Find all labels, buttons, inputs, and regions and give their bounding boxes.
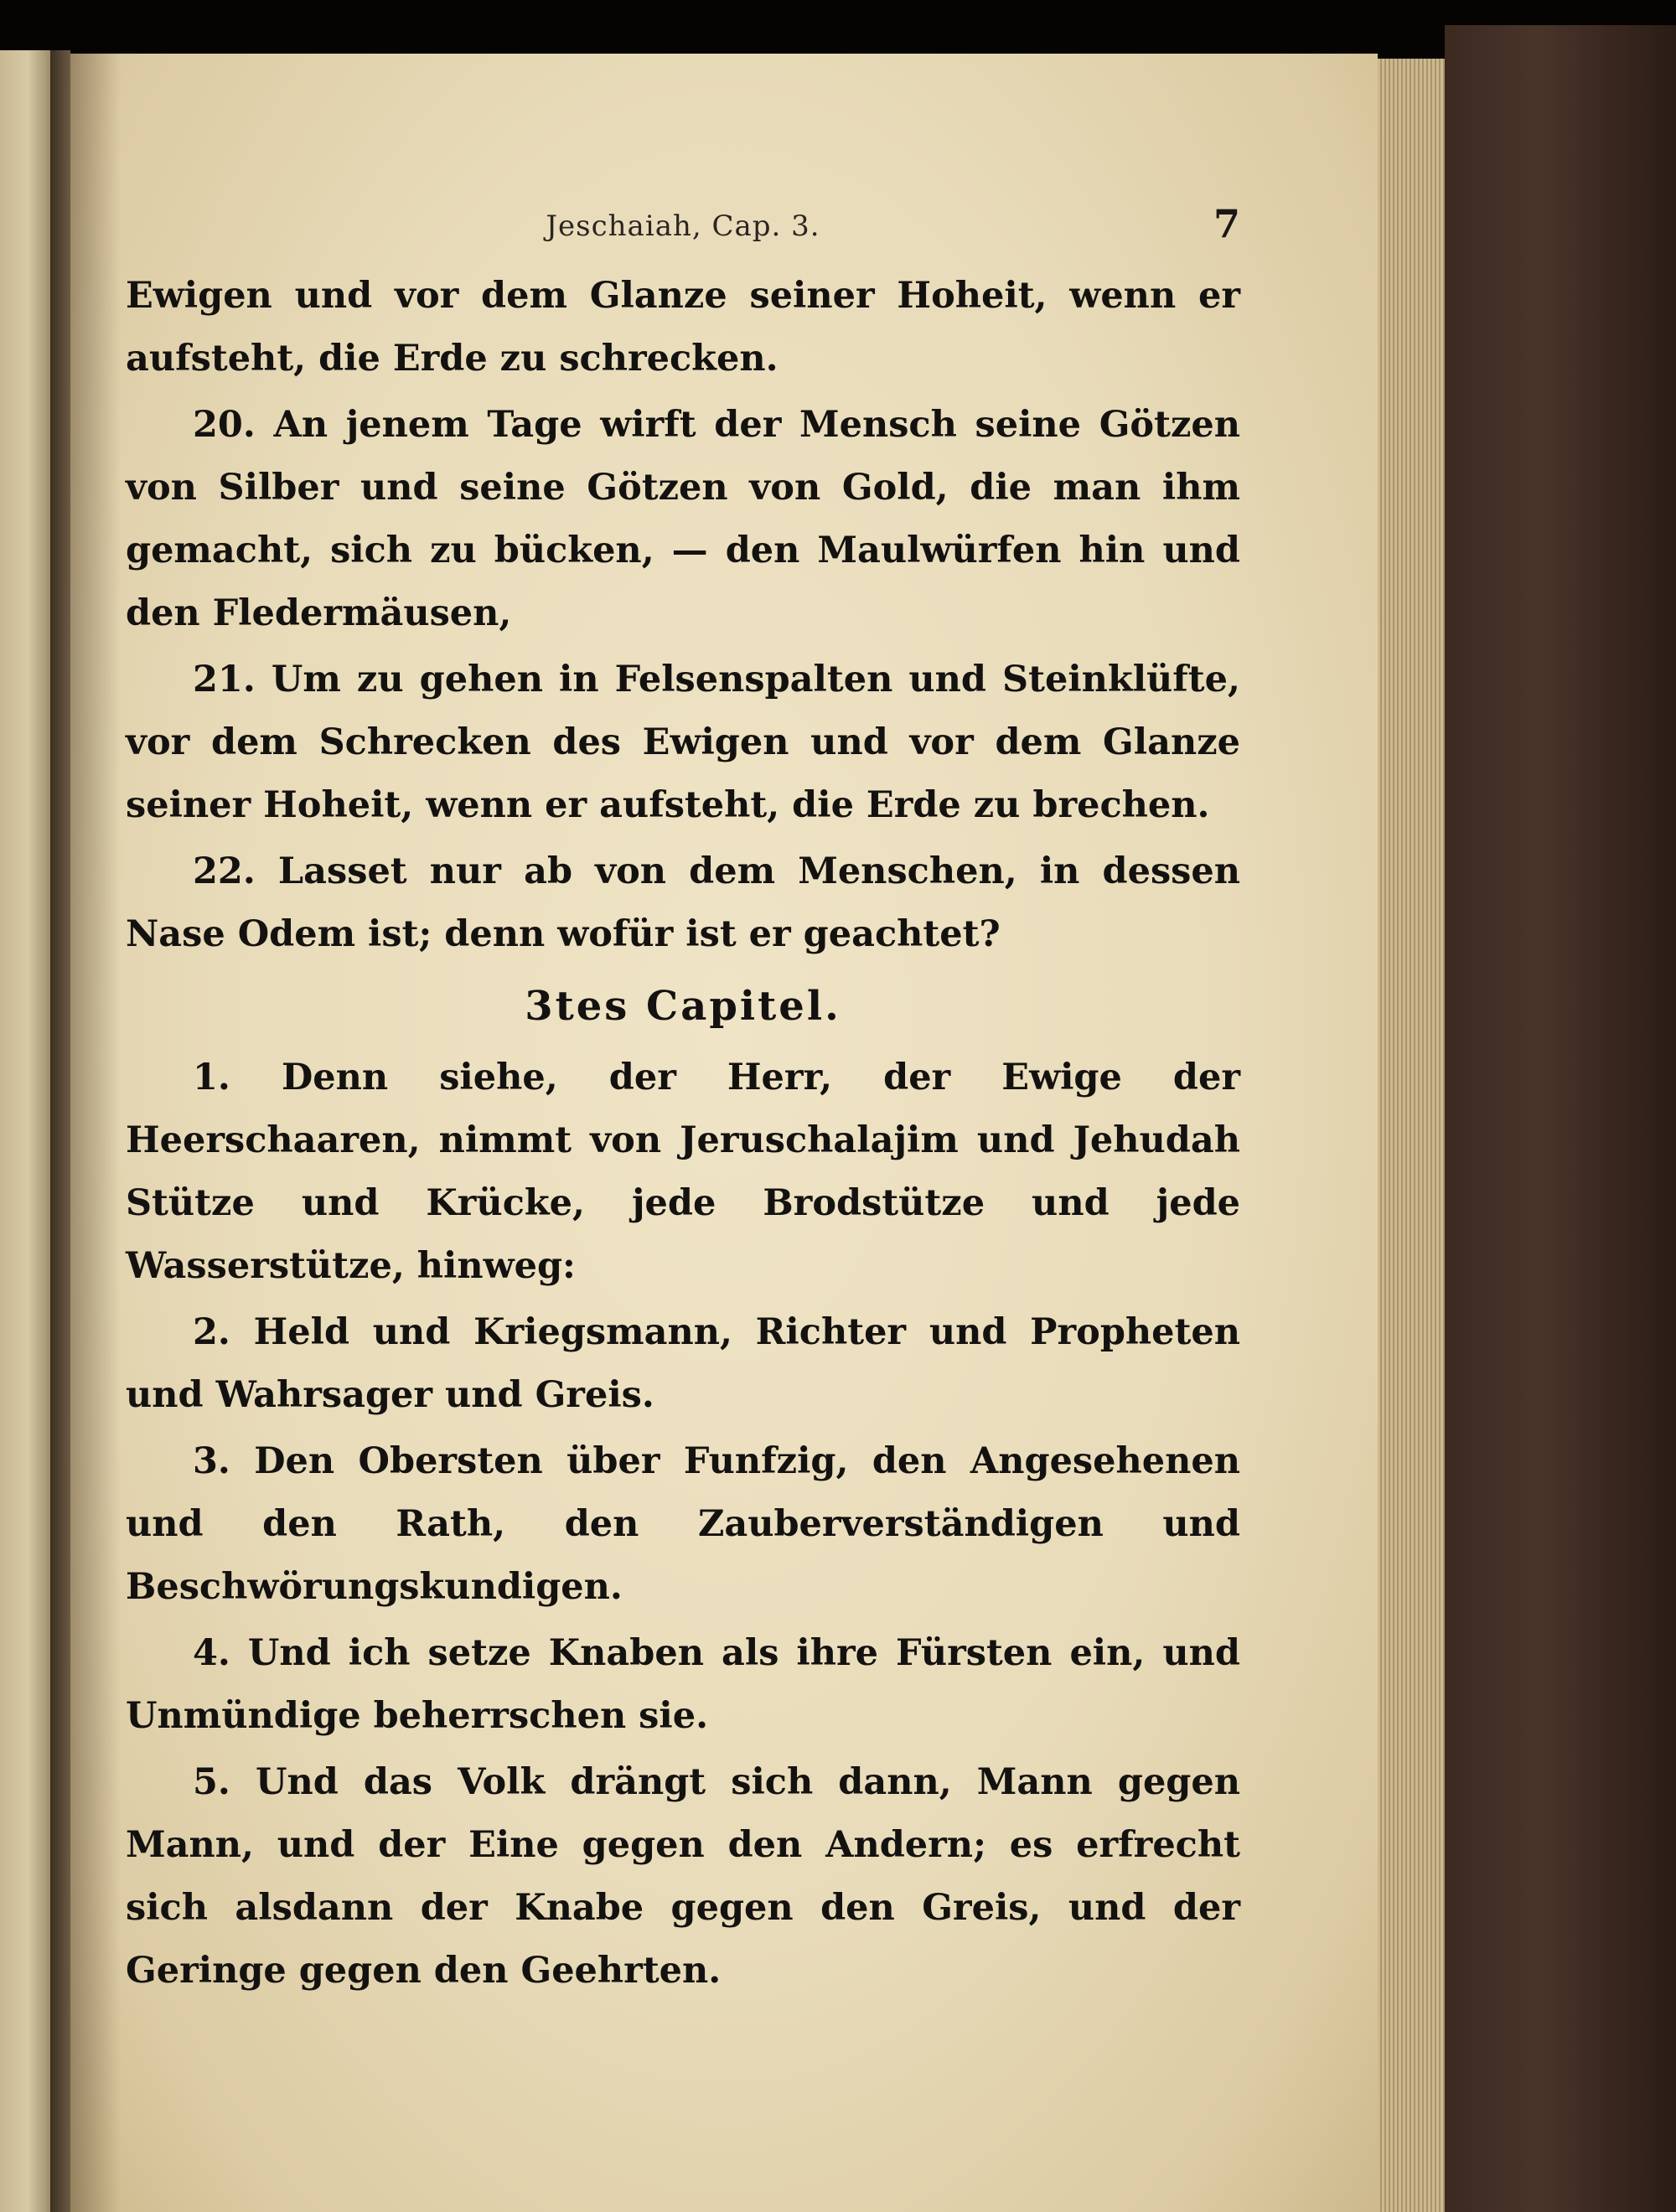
paragraph: 20. An jenem Tage wirft der Mensch seine Götzen von Silber und seine Götzen von Gold, die man ihm gemacht, sich zu bücken, — den Maulwürfen hin und den Fledermäusen, [126,404,1240,634]
page-content [126,198,1240,2006]
paragraph: 22. Lasset nur ab von dem Menschen, in dessen Nase Odem ist; denn wofür ist er geachtet? [126,850,1240,955]
verse: 5. Und das Volk drängt sich dann, Mann gegen Mann, und der Eine gegen den Andern; es erfrecht sich alsdann der Knabe gegen den Greis, und der Geringe gegen den Geehrten. [126,1761,1240,1992]
running-head: Jeschaiah, Cap. 3. [546,209,820,243]
book-gutter [50,50,70,2212]
verse: 2. Held und Kriegsmann, Richter und Propheten und Wahrsager und Greis. [126,1311,1240,1416]
gutter-shadow [70,54,121,2212]
chapter-title: 3tes Capitel. [525,983,841,1030]
paragraph: 21. Um zu gehen in Felsenspalten und Steinklüfte, vor dem Schrecken des Ewigen und vor dem Glanze seiner Hoheit, wenn er aufsteht, die Erde zu brechen. [126,659,1240,826]
previous-page-edge [0,50,50,2212]
paragraph: Ewigen und vor dem Glanze seiner Hoheit, wenn er aufsteht, die Erde zu schrecken. [126,275,1240,380]
verse: 4. Und ich setze Knaben als ihre Fürsten ein, und Unmündige beherrschen sie. [126,1632,1240,1737]
book-cover [1445,25,1676,2212]
verse: 1. Denn siehe, der Herr, der Ewige der Heerschaaren, nimmt von Jeruschalajim und Jehudah Stütze und Krücke, jede Brodstütze und jede Wasserstütze, hinweg: [126,1057,1240,1287]
page-header [126,198,1240,265]
page-number: 7 [1213,201,1240,246]
verse: 3. Den Obersten über Funfzig, den Angesehenen und den Rath, den Zauberverständigen und Beschwörungskundigen. [126,1440,1240,1608]
page-block-edges [1378,59,1445,2212]
